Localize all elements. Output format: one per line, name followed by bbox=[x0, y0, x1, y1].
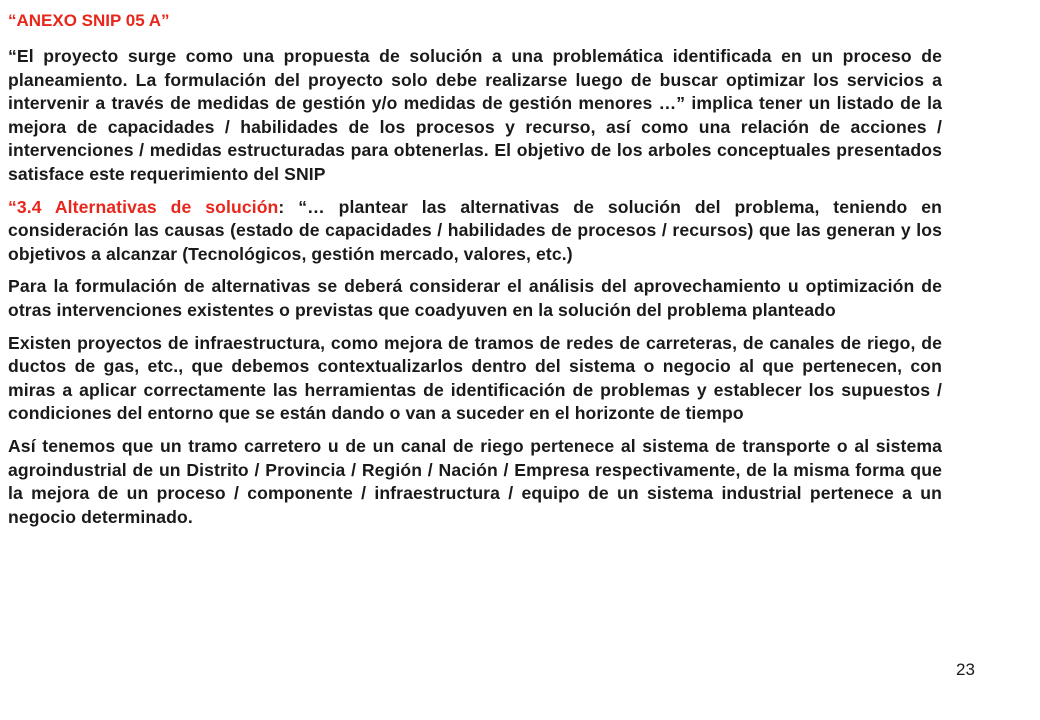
paragraph-formulation: Para la formulación de alternativas se deberá considerar el análisis del aprovechamiento u optimización de otras intervenciones existentes o previstas que coadyuven en la solución del problema planteado bbox=[8, 276, 942, 320]
paragraph-transport-system: Así tenemos que un tramo carretero u de un canal de riego pertenece al sistema de transporte o al sistema agroindustrial de un Distrito / Provincia / Región / Nación / Empresa respectivamente, de la misma forma que la mejora de un proceso / componente / infraestructura / equipo de un sistema industrial pertenece a un negocio determinado. bbox=[8, 435, 942, 527]
page-title: “ANEXO SNIP 05 A” bbox=[8, 11, 170, 30]
alternatives-body: : “… plantear las alternativas de solución del problema, teniendo en consideración las causas (estado de capacidades / habilidades de procesos / recursos) que las generan y los objetivos a alcanzar (Tecnológicos, gestión mercado, valores, etc.) bbox=[8, 196, 943, 264]
paragraph-alternatives bbox=[8, 196, 942, 267]
alternatives-heading: “3.4 Alternativas de solución bbox=[8, 196, 279, 217]
page-number: 23 bbox=[956, 660, 975, 679]
paragraph-snip-quote: “El proyecto surge como una propuesta de solución a una problemática identificada en un proceso de planeamiento. La formulación del proyecto solo debe realizarse luego de buscar optimizar los servicios a intervenir a través de medidas de gestión y/o medidas de gestión menores …” implica tener un listado de la mejora de capacidades / habilidades de los procesos y recurso, así como una relación de acciones / intervenciones / medidas estructuradas para obtenerlas. El objetivo de los arboles conceptuales presentados satisface este requerimiento del SNIP bbox=[8, 46, 942, 184]
paragraph-infrastructure: Existen proyectos de infraestructura, como mejora de tramos de redes de carreteras, de canales de riego, de ductos de gas, etc., que debemos contextualizarlos dentro del sistema o negocio al que pertenecen, con miras a aplicar correctamente las herramientas de identificación de problemas y establecer los supuestos / condiciones del entorno que se están dando o van a suceder en el horizonte de tiempo bbox=[8, 332, 942, 424]
slide-content bbox=[8, 10, 942, 538]
